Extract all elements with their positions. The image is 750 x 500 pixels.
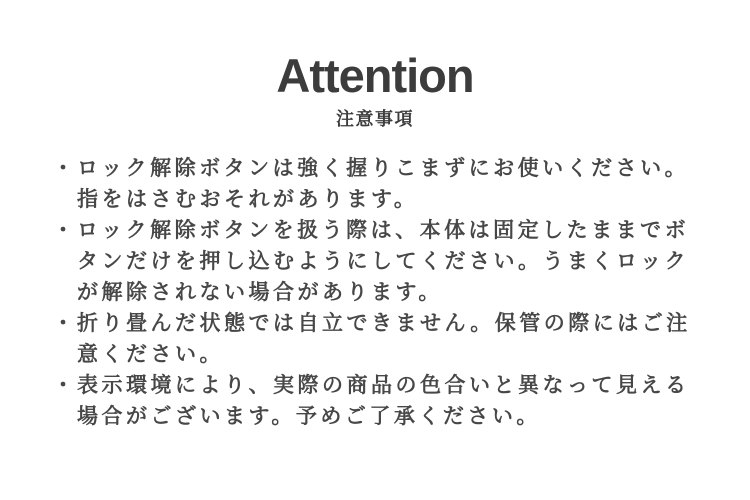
notice-item-text: ロック解除ボタンを扱う際は、本体は固定したままでボタンだけを押し込むようにしてください。うまくロックが解除されない場合があります。 bbox=[77, 219, 690, 305]
bullet-marker: ・ bbox=[52, 312, 74, 336]
notice-item bbox=[52, 153, 693, 215]
notice-item bbox=[52, 370, 693, 432]
notice-item-text: 表示環境により、実際の商品の色合いと異なって見える場合がございます。予めご了承ください。 bbox=[77, 374, 690, 429]
bullet-marker: ・ bbox=[52, 219, 74, 243]
bullet-marker: ・ bbox=[52, 157, 74, 181]
notice-item-text: ロック解除ボタンは強く握りこまずにお使いください。指をはさむおそれがあります。 bbox=[77, 157, 690, 212]
page-title: Attention bbox=[276, 49, 474, 102]
page-subtitle: 注意事項 bbox=[336, 108, 414, 129]
bullet-marker: ・ bbox=[52, 374, 74, 398]
notice-item bbox=[52, 308, 693, 370]
notice-item-text: 折り畳んだ状態では自立できません。保管の際にはご注意ください。 bbox=[77, 312, 691, 367]
notice-item bbox=[52, 215, 693, 308]
notice-list bbox=[52, 153, 693, 432]
